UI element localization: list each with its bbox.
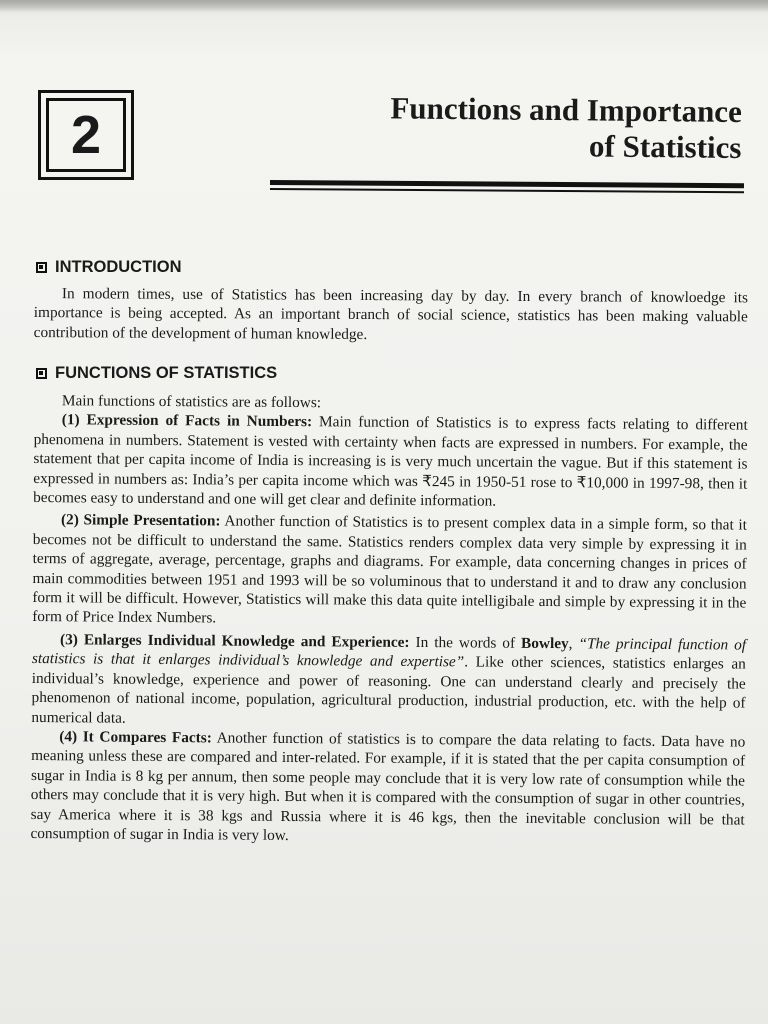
- intro-text: In modern times, use of Statistics has been increasing day by day. In every branch of knowloedge its importance is being accepted. As an important branch of social science, statistics has been making valuable contribution of the development of human knowledge.: [33, 285, 748, 343]
- title-rule-thin: [270, 188, 744, 193]
- function-item-3-title: (3) Enlarges Individual Knowledge and Experience:: [59, 631, 410, 651]
- chapter-number: 2: [70, 105, 102, 165]
- functions-heading: [36, 364, 277, 383]
- function-item-3: [31, 630, 746, 733]
- function-item-1-text: Main function of Statistics is to express facts relating to different phenomena in numbers. Statement is vested with certainty when facts are expressed in numbers. For example, the statement that per capita income of India is increasing is is very much uncertain the vague. But if this statement is expressed in numbers as: India’s per capita income which was ₹245 in 1950-51 rose to ₹10,000 in 1997-98, then it becomes easy to understand and one will get clear and definite information.: [33, 413, 748, 510]
- function-item-1-title: (1) Expression of Facts in Numbers:: [61, 411, 313, 431]
- function-item-3-author: Bowley: [521, 634, 569, 653]
- title-rule-thick: [270, 180, 744, 188]
- chapter-title: [221, 89, 742, 166]
- scan-edge-shadow: [0, 0, 768, 12]
- function-item-3-quote: “The principal function of statistics is that it enlarges individual’s knowledge and expertise”: [31, 635, 747, 671]
- functions-heading-text: FUNCTIONS OF STATISTICS: [55, 364, 278, 382]
- chapter-title-line2: of Statistics: [588, 128, 742, 165]
- chapter-number-box-inner: [46, 98, 126, 172]
- function-item-2-text: Another function of Statistics is to present complex data in a simple form, so that it becomes not be difficult to understand the same. Statistics renders complex data very simple by expressing it in terms of aggregate, average, percentage, graphs and diagrams. For example, data concerning changes in prices of main commodities between 1951 and 1993 will be so voluminous that to understand it and to draw any conclusion form it will be difficult. However, Statistics will make this data quite intelligibale and simple by expressing it in the form of Price Index Numbers.: [32, 512, 748, 627]
- square-bullet-icon: [36, 262, 47, 273]
- functions-lead: Main functions of statistics are as follows:: [61, 392, 322, 412]
- chapter-number-box: [38, 90, 134, 180]
- intro-paragraph: [34, 284, 748, 347]
- function-item-2: [32, 510, 747, 632]
- chapter-title-line1: Functions and Importance: [390, 90, 742, 129]
- function-item-3-comma: ,: [568, 635, 579, 653]
- intro-heading-text: INTRODUCTION: [55, 258, 182, 276]
- function-item-3-text-after: . Like other sciences, statistics enlarges an individual’s knowledge, experience and power of reasoning. One can understand clearly and precisely the phenomenon of national income, population, agricultural production, industrial production, etc. with the help of numerical data.: [31, 653, 746, 727]
- function-item-1: [33, 410, 748, 513]
- functions-body: [30, 391, 748, 849]
- function-item-4: [30, 727, 745, 849]
- function-item-2-title: (2) Simple Presentation:: [60, 511, 221, 530]
- function-item-4-title: (4) It Compares Facts:: [59, 728, 212, 747]
- intro-heading: [36, 258, 182, 277]
- square-bullet-icon: [36, 368, 47, 379]
- function-item-4-text: Another function of statistics is to compare the data relating to facts. Data have no meaning unless these are compared and inter-related. For example, if it is stated that the per capita consumption of sugar in India is 8 kg per annum, then some people may conclude that it is very low rate of consumption while the others may conclude that it is very high. But when it is compared with the consumption of sugar in other countries, say America where it is 38 kgs and Russia where it is 46 kgs, then the inevitable conclusion will be that consumption of sugar in India is very low.: [30, 729, 746, 844]
- function-item-3-text-before: In the words of: [409, 633, 522, 652]
